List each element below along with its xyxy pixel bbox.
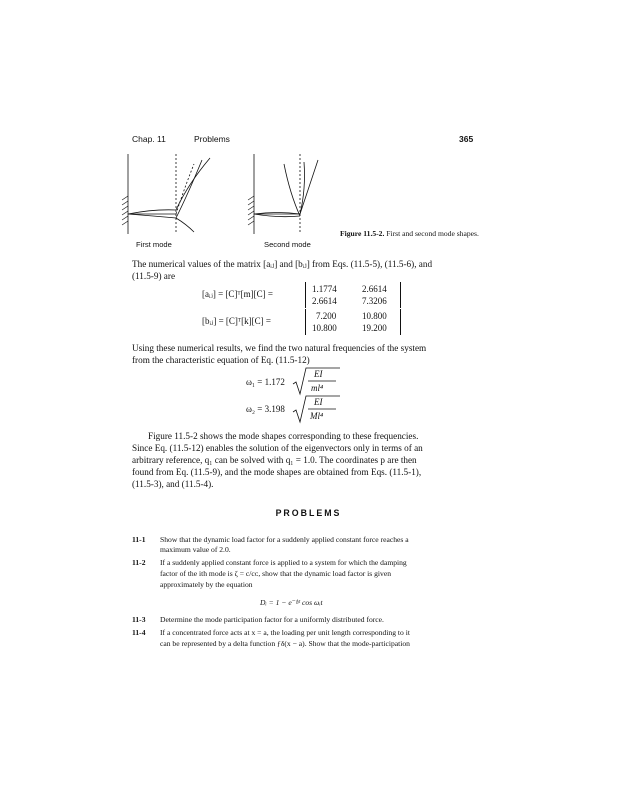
problem-text: Show that the dynamic load factor for a suddenly applied constant force reaches a (160, 535, 409, 544)
problem-number: 11-4 (132, 628, 146, 637)
second-mode-label: Second mode (264, 240, 311, 249)
problem-number: 11-1 (132, 535, 146, 544)
omega2-numerator: EI (314, 397, 323, 407)
matrix-a-lhs: [aᵢⱼ] = [C]ᵀ[m][C] = (202, 289, 273, 299)
problem-number: 11-3 (132, 615, 146, 624)
first-mode-diagram (122, 154, 210, 234)
matrix-b-cell: 19.200 (362, 323, 387, 333)
paragraph-line: Since Eq. (11.5-12) enables the solution of the eigenvectors only in terms of an (132, 443, 423, 453)
matrix-a-cell: 1.1774 (312, 284, 337, 294)
problems-heading: PROBLEMS (275, 508, 342, 518)
problem-text: If a concentrated force acts at x = a, the loading per unit length corresponding to it (160, 628, 410, 637)
problem-number: 11-2 (132, 558, 146, 567)
omega1-lhs: ω₁ = 1.172 (246, 377, 285, 387)
matrix-b-cell: 10.800 (312, 323, 337, 333)
paragraph-line: Figure 11.5-2 shows the mode shapes corresponding to these frequencies. (148, 431, 419, 441)
chapter-label: Chap. 11 (132, 134, 166, 144)
paragraph-line: (11.5-3), and (11.5-4). (132, 479, 214, 489)
paragraph-line: The numerical values of the matrix [aᵢⱼ] and [bᵢⱼ] from Eqs. (11.5-5), (11.5-6), and (132, 259, 433, 269)
problem-text: Determine the mode participation factor for a uniformly distributed force. (160, 615, 384, 624)
paragraph-line: from the characteristic equation of Eq. (11.5-12) (132, 355, 310, 365)
problem-text: If a suddenly applied constant force is applied to a system for which the damping (160, 558, 407, 567)
matrix-a-cell: 7.3206 (362, 296, 387, 306)
omega1-denominator: ml⁴ (311, 383, 324, 393)
paragraph-line: arbitrary reference, q₁ can be solved with q₁ = 1.0. The coordinates p are then (132, 455, 417, 465)
first-mode-label: First mode (136, 240, 172, 249)
figure-caption-text: First and second mode shapes. (386, 229, 479, 238)
section-title: Problems (194, 134, 230, 144)
problem-text: maximum value of 2.0. (160, 545, 231, 554)
second-mode-diagram (248, 154, 318, 234)
paragraph-line: found from Eq. (11.5-9), and the mode shapes are obtained from Eqs. (11.5-1), (132, 467, 422, 477)
matrix-b-cell: 10.800 (362, 311, 387, 321)
problem-text: can be represented by a delta function ƒδ(x − a). Show that the mode-participation (160, 639, 410, 648)
omega2-lhs: ω₂ = 3.198 (246, 404, 285, 414)
figure-caption (340, 229, 480, 239)
problem-text: factor of the ith mode is ζ = c/cᴄ, show that the dynamic load factor is given (160, 569, 392, 578)
problem-text: approximately by the equation (160, 580, 253, 589)
matrix-b-cell: 7.200 (316, 311, 337, 321)
figure-caption-label: Figure 11.5-2. (340, 229, 385, 238)
mode-shapes-figure (118, 154, 338, 238)
matrix-b-lhs: [bᵢⱼ] = [C]ᵀ[k][C] = (202, 316, 271, 326)
matrix-a-cell: 2.6614 (312, 296, 337, 306)
matrix-a-cell: 2.6614 (362, 284, 387, 294)
omega2-denominator: Ml⁴ (310, 411, 324, 421)
paragraph-line: (11.5-9) are (132, 271, 176, 281)
paragraph-line: Using these numerical results, we find the two natural frequencies of the system (132, 343, 427, 353)
omega1-numerator: EI (314, 369, 323, 379)
problem-equation: Dᵢ = 1 − e⁻ᶠᵞᵗ cos ωᵢt (260, 598, 323, 607)
page-number: 365 (459, 134, 474, 144)
